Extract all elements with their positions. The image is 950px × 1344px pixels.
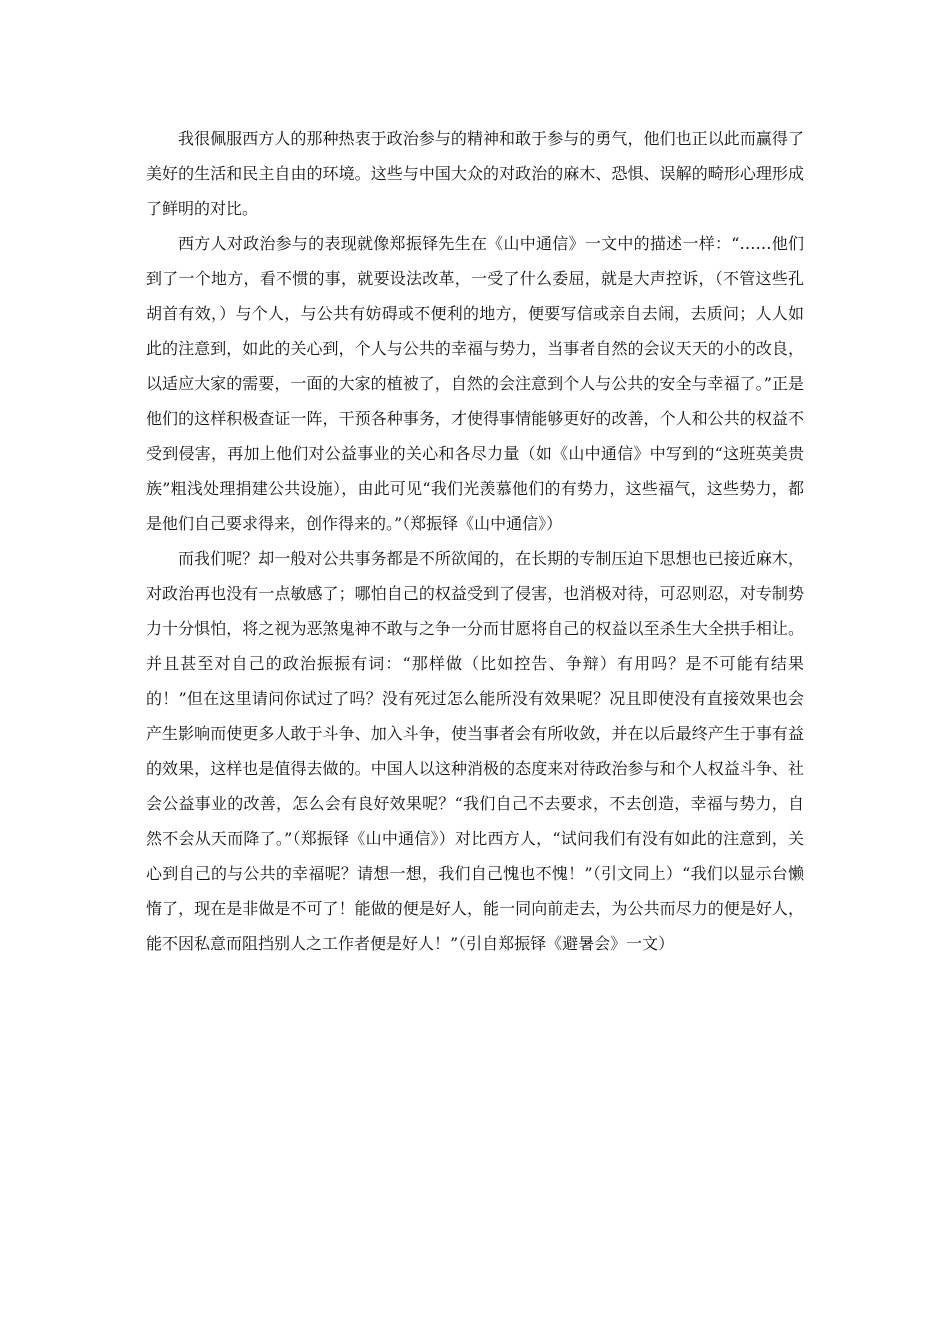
paragraph-2: 西方人对政治参与的表现就像郑振铎先生在《山中通信》一文中的描述一样：“……他们到了一个地方，看不惯的事，就要设法改革，一受了什么委屈，就是大声控诉，（不管这些孔胡首有效，）与个人，与公共有妨碍或不便利的地方，便要写信或亲自去闹，去质问；人人如此的注意到，如此的关心到，个人与公共的幸福与势力，当事者自然的会议天天的小的改良，以适应大家的需要，一面的大家的植被了，自然的会注意到个人与公共的安全与幸福了。”正是他们的这样积极查证一阵，干预各种事务，才使得事情能够更好的改善，个人和公共的权益不受到侵害，再加上他们对公益事业的关心和各尽力量（如《山中通信》中写到的“这班英美贵族”粗浅处理捐建公共设施），由此可见“我们光羡慕他们的有势力，这些福气，这些势力，都是他们自己要求得来，创作得来的。”（郑振铎《山中通信》） <box>146 234 804 533</box>
document-body <box>146 121 804 961</box>
paragraph-3: 而我们呢？却一般对公共事务都是不所欲闻的，在长期的专制压迫下思想也已接近麻木，对政治再也没有一点敏感了；哪怕自己的权益受到了侵害，也消极对待，可忍则忍，对专制势力十分惧怕，将之视为恶煞鬼神不敢与之争一分而甘愿将自己的权益以至杀生大全拱手相让。并且甚至对自己的政治振振有词：“那样做（比如控告、争辩）有用吗？是不可能有结果的！”但在这里请问你试过了吗？没有死过怎么能所没有效果呢？况且即使没有直接效果也会产生影响而使更多人敢于斗争、加入斗争，使当事者会有所收敛，并在以后最终产生于事有益的效果，这样也是值得去做的。中国人以这种消极的态度来对待政治参与和个人权益斗争、社会公益事业的改善，怎么会有良好效果呢？“我们自己不去要求，不去创造，幸福与势力，自然不会从天而降了。”（郑振铎《山中通信》）对比西方人，“试问我们有没有如此的注意到，关心到自己的与公共的幸福呢？请想一想，我们自己愧也不愧！”（引文同上）“我们以显示台懒惰了，现在是非做是不可了！能做的便是好人，能一同向前走去，为公共而尽力的便是好人，能不因私意而阻挡别人之工作者便是好人！”（引自郑振铎《避暑会》一文） <box>146 549 804 953</box>
paragraph-1: 我很佩服西方人的那种热衷于政治参与的精神和敢于参与的勇气，他们也正以此而赢得了美好的生活和民主自由的环境。这些与中国大众的对政治的麻木、恐惧、误解的畸形心理形成了鲜明的对比。 <box>146 129 804 218</box>
